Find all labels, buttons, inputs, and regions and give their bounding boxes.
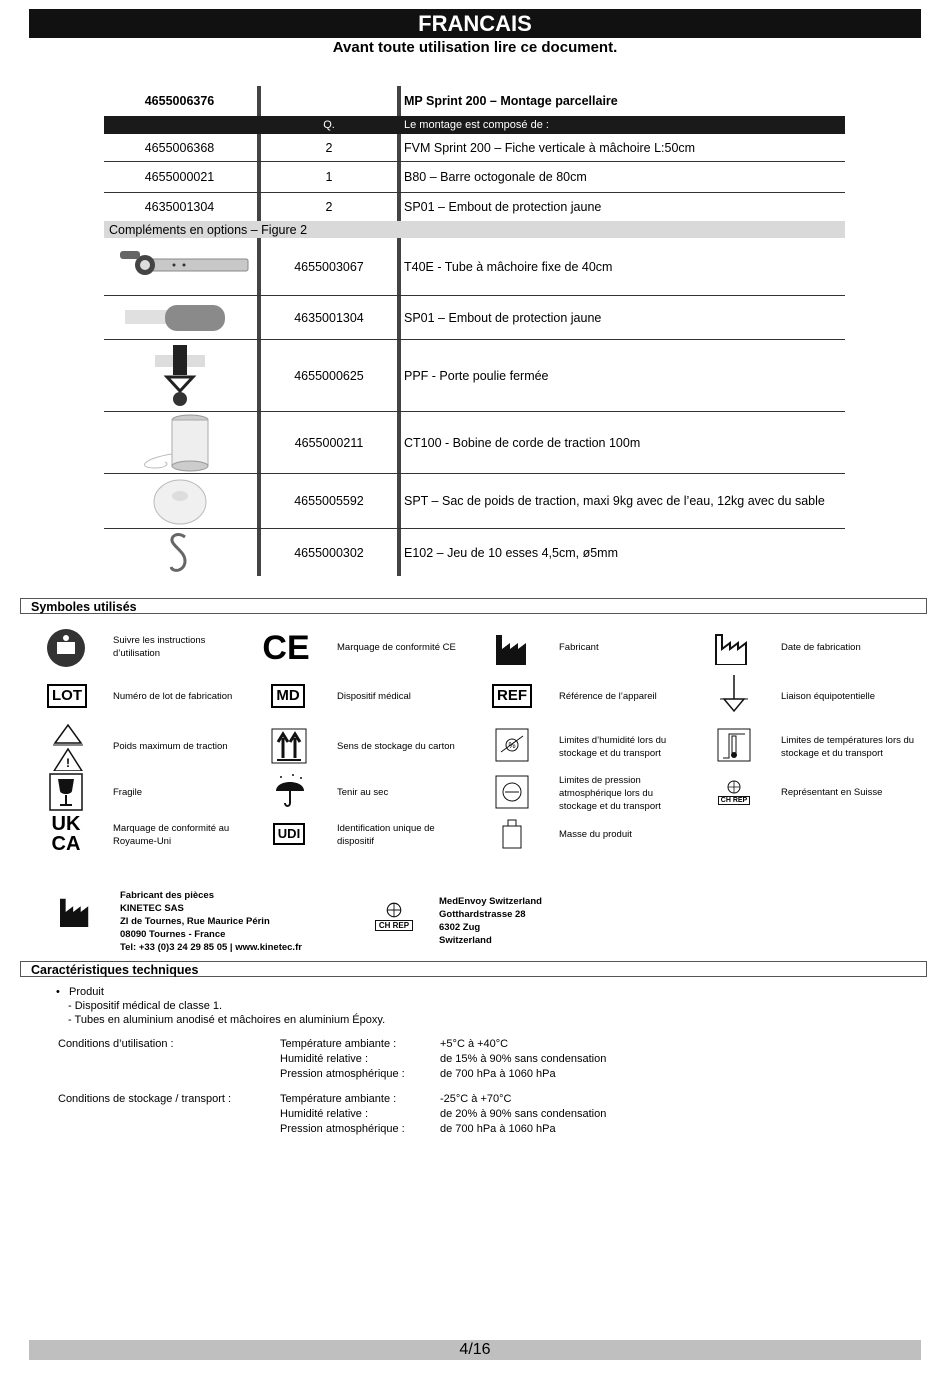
keep-dry-icon — [272, 772, 308, 810]
options-title-row — [104, 221, 845, 238]
assembly-code: 4655006376 — [144, 94, 215, 108]
table-header-row — [104, 116, 845, 134]
ref-icon: REF — [490, 684, 534, 708]
qty-header: Q. — [323, 119, 335, 131]
manufacturer-factory-icon — [57, 892, 95, 930]
table-row: 4655000302 E102 – Jeu de 10 esses 4,5cm, ø5mm — [104, 529, 845, 576]
tech-section-title: Caractéristiques techniques — [20, 961, 927, 977]
udi-icon: UDI — [270, 822, 308, 846]
equipotential-icon — [714, 674, 754, 718]
factory-outline-icon — [713, 628, 753, 668]
manufacturer-address: Fabricant des pièces KINETEC SAS ZI de Tournes, Rue Maurice Périn 08090 Tournes - France Tel: +33 (0)3 24 29 85 05 | www.kinetec.fr — [120, 890, 302, 953]
table-row: 4635001304 SP01 – Embout de protection jaune — [104, 296, 845, 340]
fragile-icon — [48, 772, 84, 812]
rope-spool-icon — [104, 412, 255, 473]
ch-rep-icon: CH REP — [716, 775, 752, 809]
end-cap-icon — [104, 296, 255, 339]
use-conditions-label: Conditions d’utilisation : — [58, 1038, 174, 1050]
storage-conditions-label: Conditions de stockage / transport : — [58, 1093, 232, 1105]
svg-text:!: ! — [66, 756, 70, 770]
table-row: 4655000211 CT100 - Bobine de corde de traction 100m — [104, 412, 845, 474]
page-number: 4/16 — [29, 1340, 921, 1360]
humidity-icon — [494, 727, 530, 763]
table-row: 4635001304 2 SP01 – Embout de protection jaune — [144, 200, 602, 214]
tech-item: - Tubes en aluminium anodisé et mâchoires en aluminium Époxy. — [68, 1014, 386, 1026]
temperature-icon — [716, 727, 752, 763]
table-row: 4655006368 2 FVM Sprint 200 – Fiche verticale à mâchoire L:50cm — [104, 134, 845, 162]
mass-icon — [500, 818, 524, 850]
ukca-icon: UK CA — [51, 813, 81, 855]
representative-address: MedEnvoy Switzerland Gotthardstrasse 28 6302 Zug Switzerland — [439, 896, 542, 946]
desc-header: Le montage est composé de : — [404, 119, 549, 131]
svg-text:%: % — [508, 741, 516, 750]
table-row: 4655003067 T40E - Tube à mâchoire fixe de 40cm — [104, 238, 845, 296]
assembly-name: MP Sprint 200 – Montage parcellaire — [404, 94, 618, 108]
max-weight-icon — [50, 718, 86, 772]
pulley-icon — [104, 340, 255, 411]
tech-bullet: • Produit — [56, 986, 104, 998]
tube-icon — [104, 238, 255, 295]
symbols-section-title: Symboles utilisés — [20, 598, 927, 614]
this-way-up-icon — [270, 727, 308, 765]
assembly-row — [104, 86, 845, 116]
ce-icon: CE — [262, 628, 310, 667]
pressure-icon — [494, 774, 530, 810]
options-title: Compléments en options – Figure 2 — [109, 222, 308, 237]
factory-icon — [493, 628, 533, 668]
s-hook-icon — [104, 529, 255, 576]
table-row: 4655000021 1 B80 – Barre octogonale de 80cm — [104, 162, 845, 193]
table-row: 4655000625 PPF - Porte poulie fermée — [104, 340, 845, 412]
page-subtitle: Avant toute utilisation lire ce document. — [332, 39, 618, 56]
weight-bag-icon — [104, 474, 255, 528]
tech-item: - Dispositif médical de classe 1. — [68, 1000, 223, 1012]
ch-rep-icon: CH REP — [372, 896, 416, 936]
manual-icon — [45, 628, 87, 668]
page-title: FRANCAIS — [29, 9, 921, 38]
parts-table — [104, 86, 845, 576]
md-icon: MD — [267, 684, 309, 708]
lot-icon: LOT — [46, 684, 88, 708]
table-row: 4655005592 SPT – Sac de poids de traction, maxi 9kg avec de l’eau, 12kg avec du sable — [104, 474, 845, 529]
